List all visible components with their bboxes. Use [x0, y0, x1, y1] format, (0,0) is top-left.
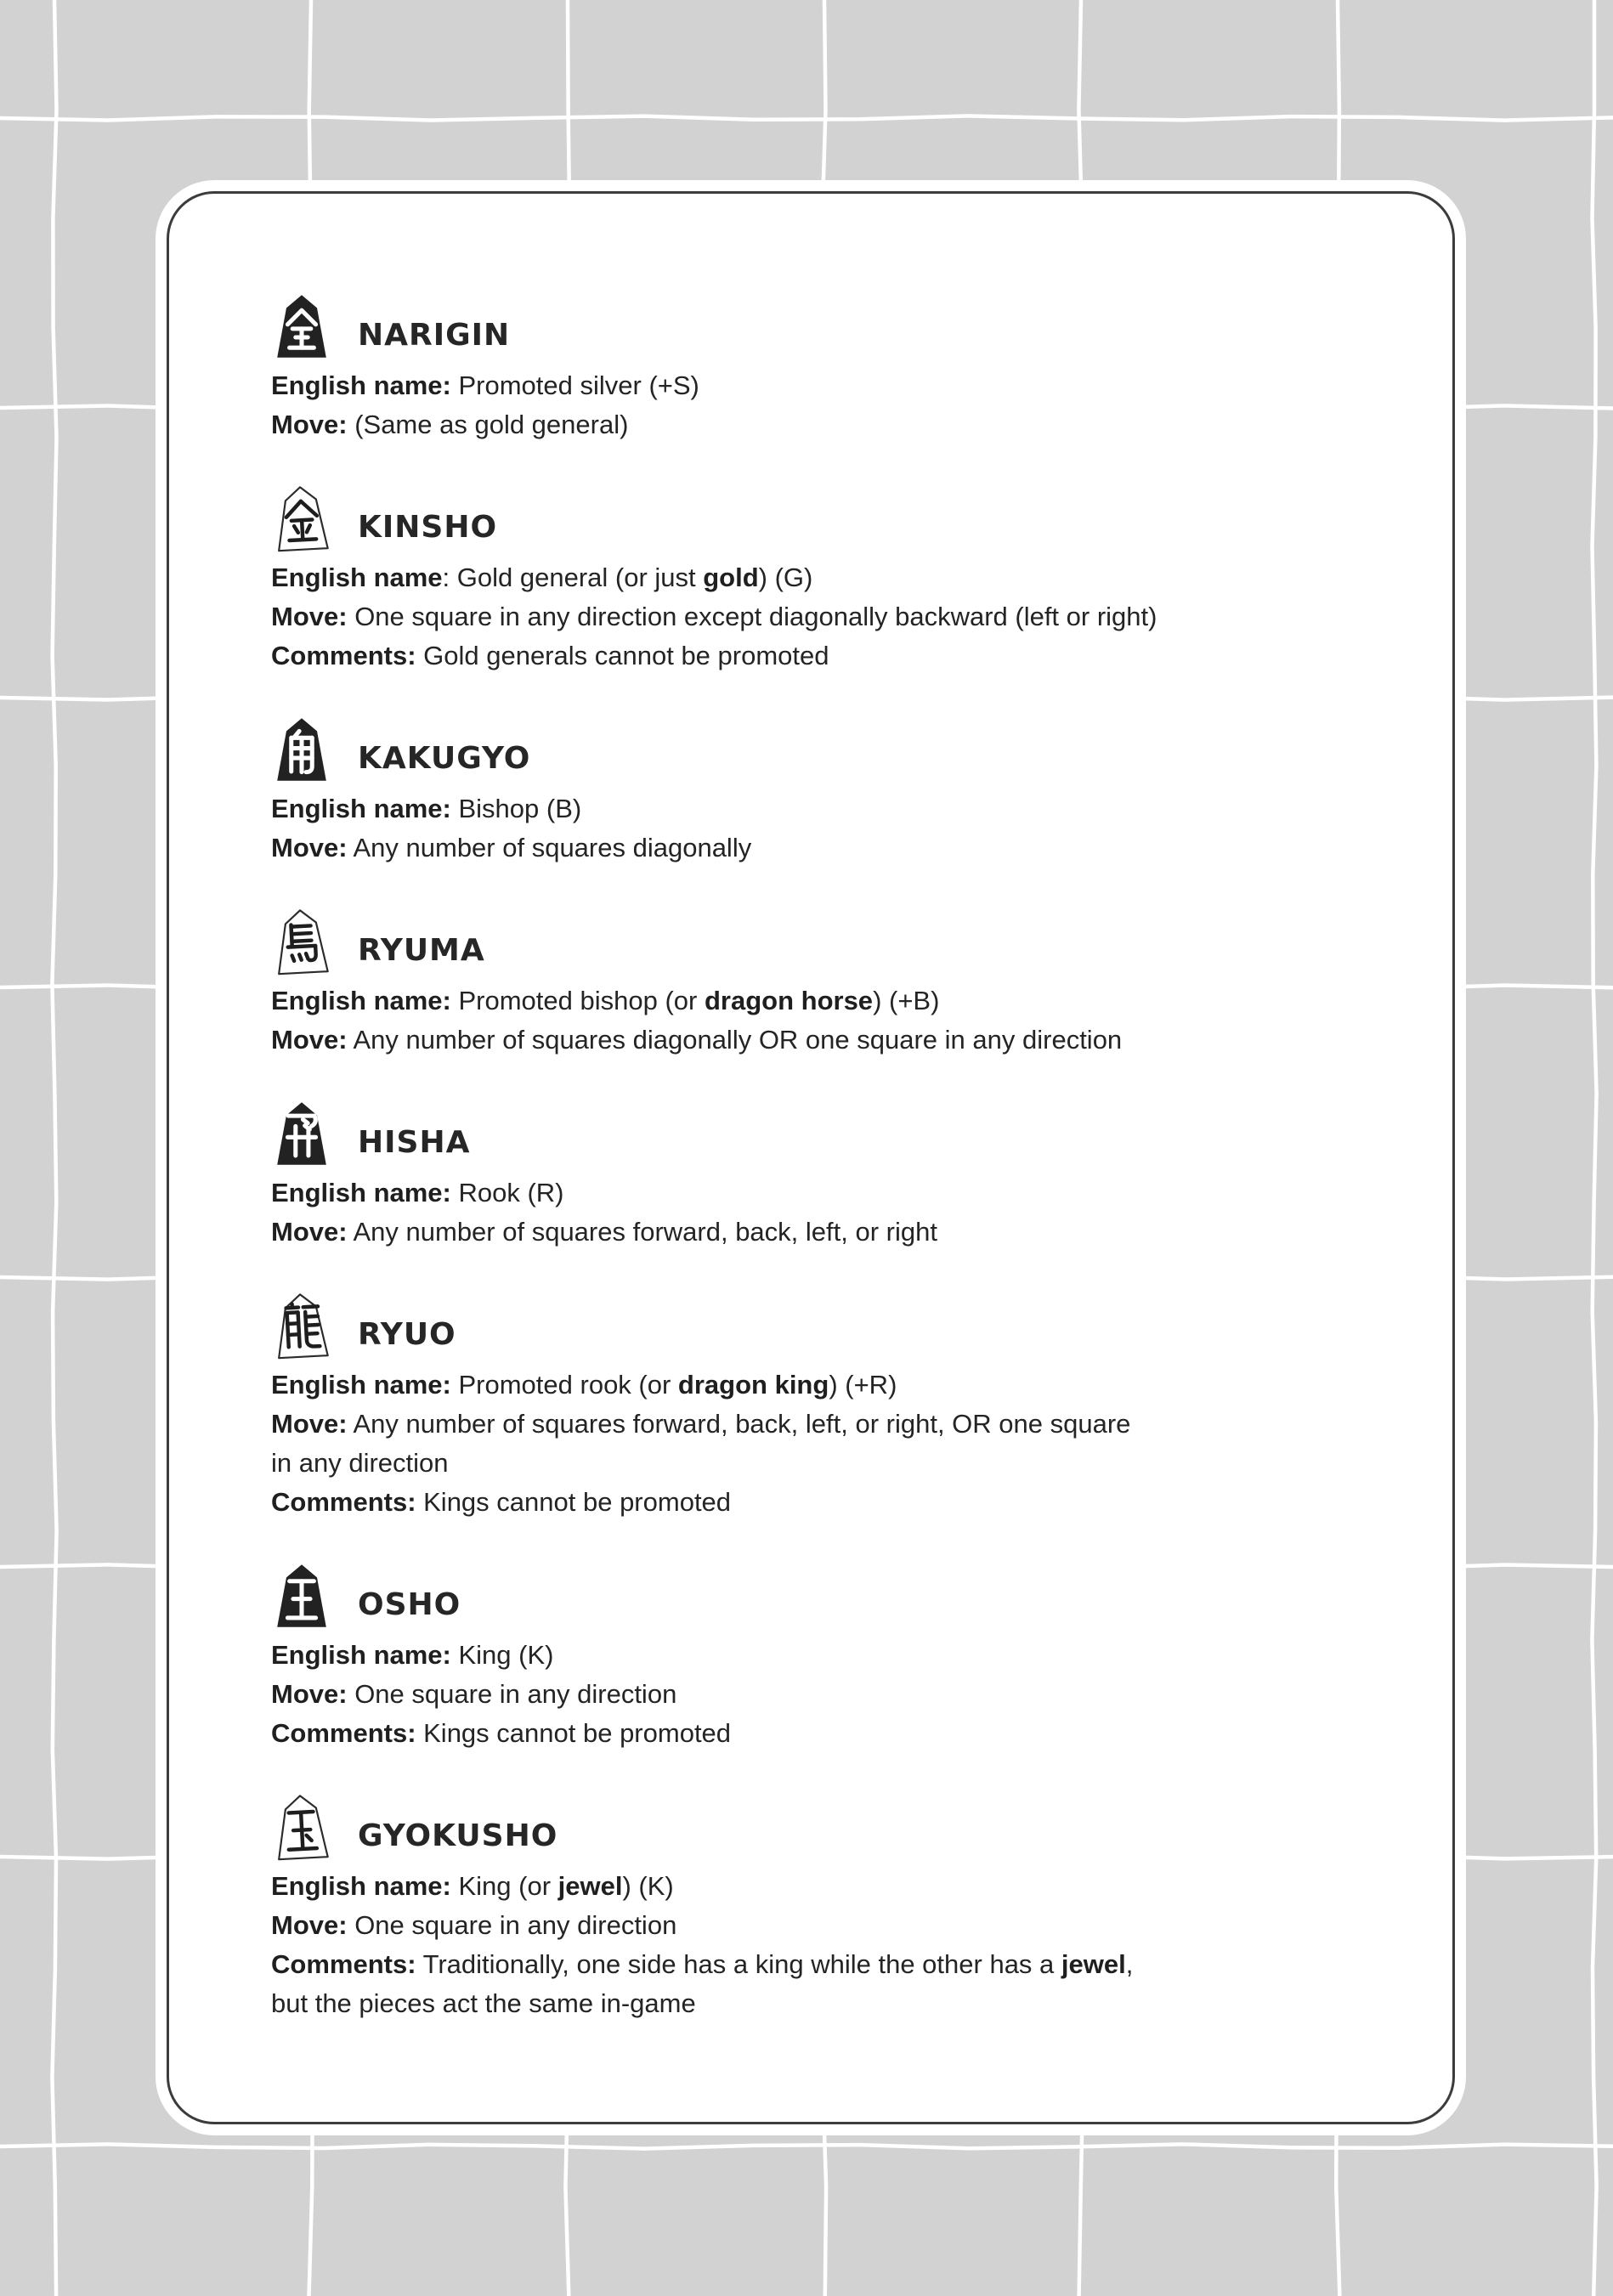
narigin-piece-icon — [271, 291, 332, 361]
piece-pentagon — [275, 1293, 327, 1358]
piece-section-kakugyo — [271, 715, 1367, 868]
row-text: Any number of squares forward, back, left, or right, OR one square — [347, 1409, 1131, 1439]
piece-info-row — [271, 1945, 1367, 1984]
hisha-piece-icon — [271, 1099, 332, 1168]
row-text: : Gold general (or just — [442, 563, 704, 592]
piece-info-row — [271, 1173, 1367, 1213]
row-text: One square in any direction — [347, 1679, 677, 1709]
piece-info-row — [271, 558, 1367, 597]
row-text: , — [1125, 1949, 1134, 1979]
piece-info-row — [271, 1405, 1367, 1444]
piece-title: HISHA — [358, 1125, 471, 1160]
kanji-stroke — [291, 925, 311, 926]
row-label: Comments: — [271, 1487, 416, 1517]
row-text: King (K) — [450, 1640, 554, 1670]
piece-title: KAKUGYO — [358, 741, 531, 776]
row-text: Promoted silver (+S) — [450, 370, 699, 400]
piece-info-row — [271, 1906, 1367, 1945]
piece-header — [271, 1792, 1367, 1862]
row-label: Move: — [271, 1217, 348, 1247]
row-text: King (or — [450, 1871, 558, 1901]
kanji-stroke — [306, 1325, 318, 1326]
row-text: Gold generals cannot be promoted — [416, 641, 829, 670]
kanji-stroke — [306, 953, 308, 959]
piece-info-row — [271, 597, 1367, 636]
row-label: English name: — [271, 370, 451, 400]
piece-info-row — [271, 1867, 1367, 1906]
row-text: Any number of squares diagonally OR one square in any direction — [347, 1025, 1123, 1055]
row-text: (Same as gold general) — [347, 410, 629, 439]
row-text: Kings cannot be promoted — [416, 1718, 732, 1748]
piece-info-row — [271, 1714, 1367, 1753]
piece-info-row — [271, 1636, 1367, 1675]
row-text: Promoted rook (or — [450, 1370, 678, 1400]
piece-info-row — [271, 789, 1367, 828]
row-text: but the pieces act the same in-game — [271, 1988, 696, 2018]
emphasized-text: gold — [703, 563, 759, 592]
row-label: Comments: — [271, 1949, 416, 1979]
row-label: Move: — [271, 833, 348, 862]
kanji-stroke — [307, 1333, 318, 1334]
row-label: English name: — [271, 1370, 451, 1400]
piece-section-hisha — [271, 1099, 1367, 1252]
piece-info-row — [271, 1984, 1367, 2023]
piece-info-row — [271, 1366, 1367, 1405]
row-text: ) (+B) — [873, 986, 940, 1015]
piece-info-row — [271, 1021, 1367, 1060]
row-text: Bishop (B) — [450, 794, 582, 823]
piece-info-row — [271, 366, 1367, 405]
piece-header — [271, 484, 1367, 553]
piece-title: GYOKUSHO — [358, 1818, 558, 1853]
row-label: Move: — [271, 410, 348, 439]
ryuo-piece-icon — [269, 1289, 334, 1362]
piece-info-row — [271, 1213, 1367, 1252]
shogi-reference-card — [167, 191, 1455, 2124]
piece-header — [271, 291, 1367, 361]
row-text: ) (+R) — [829, 1370, 897, 1400]
row-text: One square in any direction — [347, 1910, 677, 1940]
piece-pentagon — [277, 1102, 326, 1164]
kanji-stroke — [291, 933, 311, 934]
piece-title: NARIGIN — [358, 318, 511, 353]
row-text: Rook (R) — [450, 1178, 564, 1207]
piece-info-row — [271, 1444, 1367, 1483]
piece-info-row — [271, 636, 1367, 676]
grid-line — [1592, 0, 1596, 2296]
kanji-stroke — [288, 946, 315, 947]
kanji-stroke — [287, 1313, 289, 1347]
piece-title: OSHO — [358, 1587, 461, 1622]
row-label: Move: — [271, 1409, 348, 1439]
piece-header — [271, 1291, 1367, 1360]
piece-info-row — [271, 981, 1367, 1021]
row-text: ) (G) — [758, 563, 813, 592]
kanji-stroke — [287, 1323, 298, 1324]
row-text: Traditionally, one side has a king while the other has a — [416, 1949, 1061, 1979]
emphasized-text: dragon king — [677, 1370, 829, 1400]
piece-list — [271, 291, 1367, 2023]
grid-line — [0, 116, 1613, 120]
kinsho-piece-icon — [269, 482, 334, 555]
row-text: Any number of squares diagonally — [347, 833, 752, 862]
osho-piece-icon — [271, 1561, 332, 1631]
piece-info-row — [271, 828, 1367, 868]
row-label: Move: — [271, 602, 348, 631]
piece-info-row — [271, 1675, 1367, 1714]
row-label: English name: — [271, 1178, 451, 1207]
kanji-stroke — [302, 520, 303, 539]
grid-line — [52, 0, 56, 2296]
piece-section-ryuma — [271, 907, 1367, 1060]
piece-info-row — [271, 405, 1367, 444]
row-label: English name: — [271, 794, 451, 823]
emphasized-text: jewel — [1061, 1949, 1126, 1979]
piece-header — [271, 715, 1367, 784]
emphasized-text: dragon horse — [704, 986, 874, 1015]
piece-section-ryuo — [271, 1291, 1367, 1522]
piece-section-osho — [271, 1561, 1367, 1753]
kanji-stroke — [306, 1316, 318, 1317]
ryuma-piece-icon — [269, 905, 334, 978]
piece-header — [271, 907, 1367, 976]
piece-section-gyokusho — [271, 1792, 1367, 2023]
row-text: Any number of squares forward, back, left, or right — [347, 1217, 937, 1247]
piece-header — [271, 1099, 1367, 1168]
kanji-stroke — [291, 941, 311, 942]
kanji-stroke — [301, 1812, 303, 1849]
kanji-stroke — [303, 1119, 308, 1123]
kanji-stroke — [298, 1312, 300, 1346]
kanji-stroke — [292, 955, 294, 961]
piece-header — [271, 1561, 1367, 1631]
row-label: English name: — [271, 986, 451, 1015]
row-label: Comments: — [271, 1718, 416, 1748]
piece-info-row — [271, 1483, 1367, 1522]
kanji-stroke — [290, 539, 317, 540]
row-label: Comments: — [271, 641, 416, 670]
piece-title: KINSHO — [358, 510, 498, 545]
row-label: Move: — [271, 1679, 348, 1709]
row-label: Move: — [271, 1025, 348, 1055]
gyokusho-piece-icon — [269, 1790, 334, 1863]
row-text: Kings cannot be promoted — [416, 1487, 732, 1517]
grid-line — [0, 2144, 1613, 2148]
row-text: One square in any direction except diagonally backward (left or right) — [347, 602, 1157, 631]
row-text: in any direction — [271, 1448, 449, 1478]
row-label: Move: — [271, 1910, 348, 1940]
piece-section-kinsho — [271, 484, 1367, 676]
emphasized-text: jewel — [557, 1871, 623, 1901]
kanji-stroke — [288, 1334, 299, 1335]
kakugyo-piece-icon — [271, 715, 332, 784]
row-label: English name — [271, 563, 443, 592]
row-label: English name: — [271, 1640, 451, 1670]
piece-section-narigin — [271, 291, 1367, 444]
row-label: English name: — [271, 1871, 451, 1901]
row-text: Promoted bishop (or — [450, 986, 705, 1015]
piece-title: RYUO — [358, 1317, 456, 1352]
kanji-stroke — [299, 954, 301, 960]
piece-title: RYUMA — [358, 933, 485, 968]
row-text: ) (K) — [622, 1871, 674, 1901]
kanji-stroke — [303, 1306, 318, 1307]
